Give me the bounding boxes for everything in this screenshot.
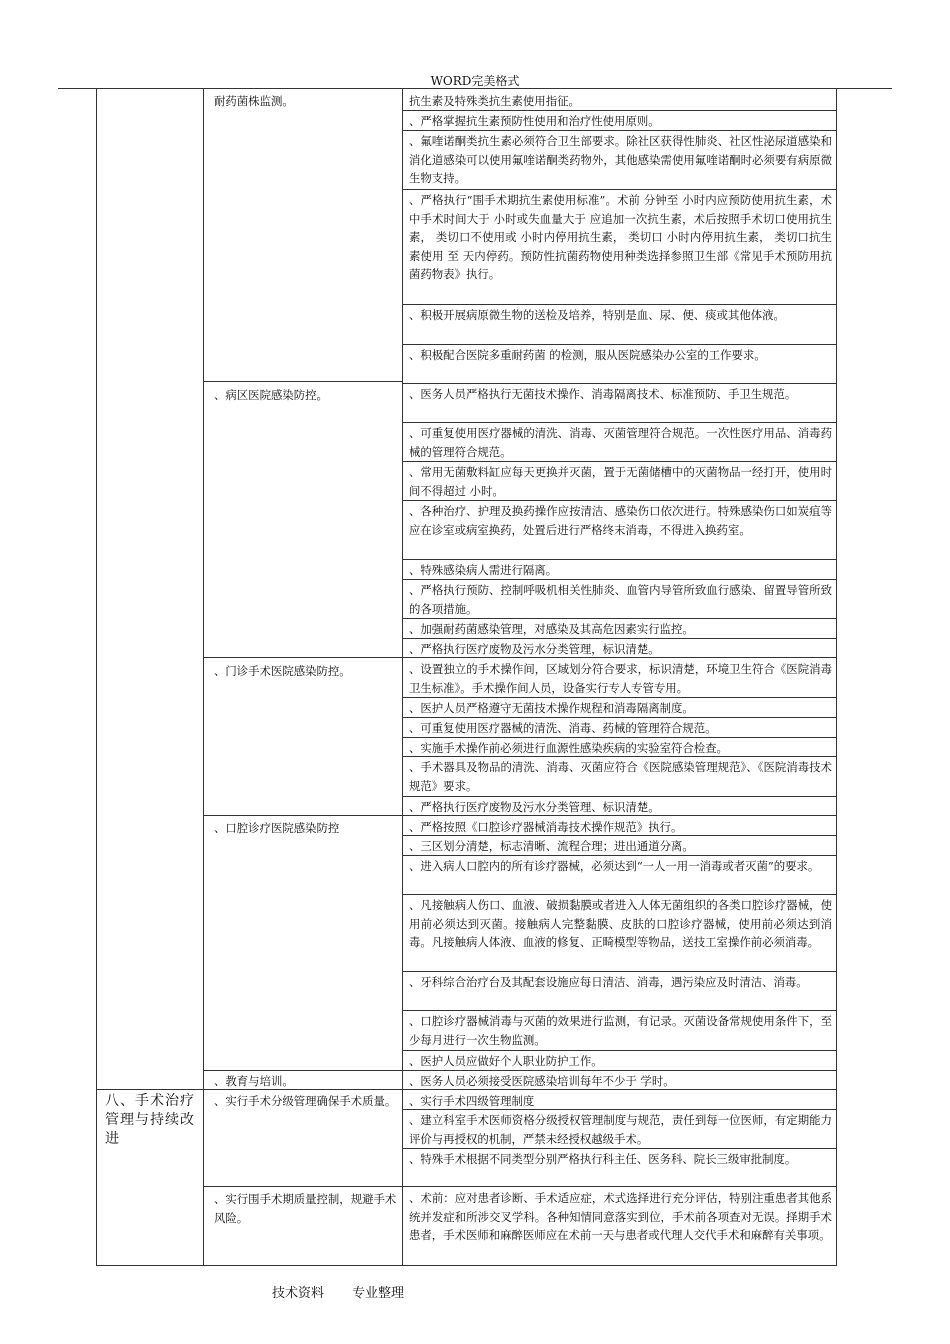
row-divider — [402, 1109, 836, 1110]
footer-right-text: 专业整理 — [352, 1286, 405, 1301]
requirement-item: 、严格按照《口腔诊疗器械消毒技术操作规范》执行。 — [409, 820, 683, 834]
row-divider — [402, 422, 836, 423]
row-divider — [402, 304, 836, 305]
row-divider — [402, 697, 836, 698]
page-footer — [272, 1282, 432, 1301]
requirement-item: 、各种治疗、护理及换药操作应按清洁、感染伤口依次进行。特殊感染伤口如炭疽等应在诊室或病室换药，处置后进行严格终末消毒，不得进入换药室。 — [409, 504, 832, 537]
standard-item: 、实行围手术期质量控制，规避手术风险。 — [214, 1192, 397, 1225]
row-divider — [402, 1050, 836, 1051]
standard-item: 、病区医院感染防控。 — [214, 388, 328, 402]
requirement-item: 、三区划分清楚，标志清晰、流程合理；进出通道分离。 — [409, 839, 694, 853]
row-divider — [203, 1089, 403, 1090]
row-divider — [203, 1186, 403, 1187]
requirement-item: 、进入病人口腔内的所有诊疗器械，必须达到“一人一用一消毒或者灭菌”的要求。 — [409, 859, 820, 873]
requirement-item: 、积极配合医院多重耐药菌 的检测，服从医院感染办公室的工作要求。 — [409, 348, 766, 362]
requirement-item: 、凡接触病人伤口、血液、破损黏膜或者进入人体无菌组织的各类口腔诊疗器械，使用前必须达到灭菌。接触病人完整黏膜、皮肤的口腔诊疗器械，使用前必须达到消毒。凡接触病人体液、血液的修复、正畸模型等物品，送技工室操作前必须消毒。 — [409, 898, 832, 950]
standard-item: 、教育与培训。 — [214, 1074, 294, 1088]
row-divider — [402, 130, 836, 131]
header-rule — [58, 88, 892, 89]
requirement-item: 、加强耐药菌感染管理，对感染及其高危因素实行监控。 — [409, 622, 694, 636]
requirement-item: 、医务人员严格执行无菌技术操作、消毒隔离技术、标准预防、手卫生规范。 — [409, 387, 797, 401]
requirement-item: 、设置独立的手术操作间，区域划分符合要求，标识清楚，环境卫生符合《医院消毒卫生标准》。手术操作间人员，设备实行专人专管专用。 — [409, 662, 832, 695]
requirement-item: 、医护人员严格遵守无菌技术操作规程和消毒隔离制度。 — [409, 701, 694, 715]
row-divider — [402, 110, 836, 111]
requirement-item: 、实行手术四级管理制度 — [409, 1094, 535, 1108]
row-divider — [402, 579, 836, 580]
requirement-item: 、严格执行“围手术期抗生素使用标准”。术前 分钟至 小时内应预防使用抗生素，术中手术时间大于 小时或失血量大于 应追加一次抗生素，术后按照手术切口使用抗生素， 类切口不使用或 小时内停用抗生素， 类切口 小时内停用抗生素， 类切口抗生素使用 至 天内停药。预防性抗菌药物使用种类选择参照卫生部《常见手术预防用抗菌药物表》执行。 — [409, 193, 832, 282]
page-header-title: WORD完美格式 — [430, 74, 520, 88]
requirement-item: 、医务人员必须接受医院感染培训每年不少于 学时。 — [409, 1074, 675, 1088]
row-divider — [402, 461, 836, 462]
row-divider — [203, 1070, 403, 1071]
requirement-item: 、术前：应对患者诊断、手术适应症，术式选择进行充分评估，特别注重患者其他系统并发症和所涉交叉学科。各种知情同意落实到位，手术前各项查对无误。择期手术患者，手术医师和麻醉医师应在术前一天与患者或代理人交代手术和麻醉有关事项。 — [409, 1191, 832, 1243]
row-divider — [402, 344, 836, 345]
row-divider — [203, 381, 403, 382]
table-border-bottom — [96, 1265, 837, 1266]
requirement-item: 、建立科室手术医师资格分级授权管理制度与规范，责任到每一位医师，有定期能力评价与再授权的机制，严禁未经授权越级手术。 — [409, 1113, 832, 1146]
requirement-item: 、严格执行医疗废物及污水分类管理，标识清楚。 — [409, 642, 660, 656]
row-divider — [402, 815, 836, 816]
requirement-item: 、可重复使用医疗器械的清洗、消毒、灭菌管理符合规范。一次性医疗用品、消毒药械的管理符合规范。 — [409, 426, 832, 459]
row-divider — [402, 971, 836, 972]
requirement-item: 、手术器具及物品的清洗、消毒、灭菌应符合《医院感染管理规范》、《医院消毒技术规范》要求。 — [409, 760, 832, 793]
requirement-item: 、医护人员应做好个人职业防护工作。 — [409, 1054, 603, 1068]
row-divider — [402, 796, 836, 797]
row-divider — [402, 756, 836, 757]
row-divider — [203, 815, 403, 816]
requirement-item: 、氟喹诺酮类抗生素必须符合卫生部要求。除社区获得性肺炎、社区性泌尿道感染和消化道感染可以使用氟喹诺酮类药物外，其他感染需使用氟喹诺酮时必须要有病原微生物支持。 — [409, 134, 832, 186]
standard-item: 、口腔诊疗医院感染防控 — [214, 821, 340, 835]
row-divider — [402, 1070, 836, 1071]
table-border-right — [836, 88, 837, 1266]
requirement-item: 、严格掌握抗生素预防性使用和治疗性使用原则。 — [409, 114, 660, 128]
row-divider — [402, 894, 836, 895]
row-divider — [402, 855, 836, 856]
row-divider — [402, 618, 836, 619]
row-divider — [402, 657, 836, 658]
requirement-item: 抗生素及特殊类抗生素使用指征。 — [409, 94, 580, 108]
requirement-item: 、实施手术操作前必须进行血源性感染疾病的实验室符合检查。 — [409, 741, 728, 755]
row-divider — [402, 189, 836, 190]
standard-item: 耐药菌株监测。 — [214, 94, 294, 108]
section-divider — [97, 1089, 203, 1090]
standard-item: 、门诊手术医院感染防控。 — [214, 664, 351, 678]
row-divider — [402, 559, 836, 560]
row-divider — [402, 737, 836, 738]
requirement-item: 、积极开展病原微生物的送检及培养，特别是血、尿、便、痰或其他体液。 — [409, 308, 785, 322]
section-label: 八、手术治疗管理与持续改进 — [105, 1093, 195, 1147]
requirement-item: 、常用无菌敷料缸应每天更换并灭菌，置于无菌储槽中的灭菌物品一经打开，使用时间不得超过 小时。 — [409, 465, 832, 498]
row-divider — [402, 1089, 836, 1090]
row-divider — [402, 835, 836, 836]
requirement-item: 、特殊手术根据不同类型分别严格执行科主任、医务科、院长三级审批制度。 — [409, 1152, 797, 1166]
requirement-item: 、严格执行医疗废物及污水分类管理、标识清楚。 — [409, 800, 660, 814]
row-divider — [402, 1010, 836, 1011]
requirement-item: 、严格执行预防、控制呼吸机相关性肺炎、血管内导管所致血行感染、留置导管所致的各项措施。 — [409, 583, 832, 616]
requirement-item: 、牙科综合治疗台及其配套设施应每日清洁、消毒，遇污染应及时清洁、消毒。 — [409, 975, 808, 989]
row-divider — [203, 657, 403, 658]
requirement-item: 、口腔诊疗器械消毒与灭菌的效果进行监测，有记录。灭菌设备常规使用条件下，至少每月进行一次生物监测。 — [409, 1014, 832, 1047]
requirement-item: 、可重复使用医疗器械的清洗、消毒、药械的管理符合规范。 — [409, 721, 717, 735]
row-divider — [402, 1148, 836, 1149]
row-divider — [402, 1186, 836, 1187]
footer-left-text: 技术资料 — [272, 1286, 325, 1301]
requirement-item: 、特殊感染病人需进行隔离。 — [409, 563, 558, 577]
standard-item: 、实行手术分级管理确保手术质量。 — [214, 1094, 397, 1108]
row-divider — [402, 500, 836, 501]
row-divider — [402, 638, 836, 639]
row-divider — [402, 383, 836, 384]
row-divider — [402, 717, 836, 718]
